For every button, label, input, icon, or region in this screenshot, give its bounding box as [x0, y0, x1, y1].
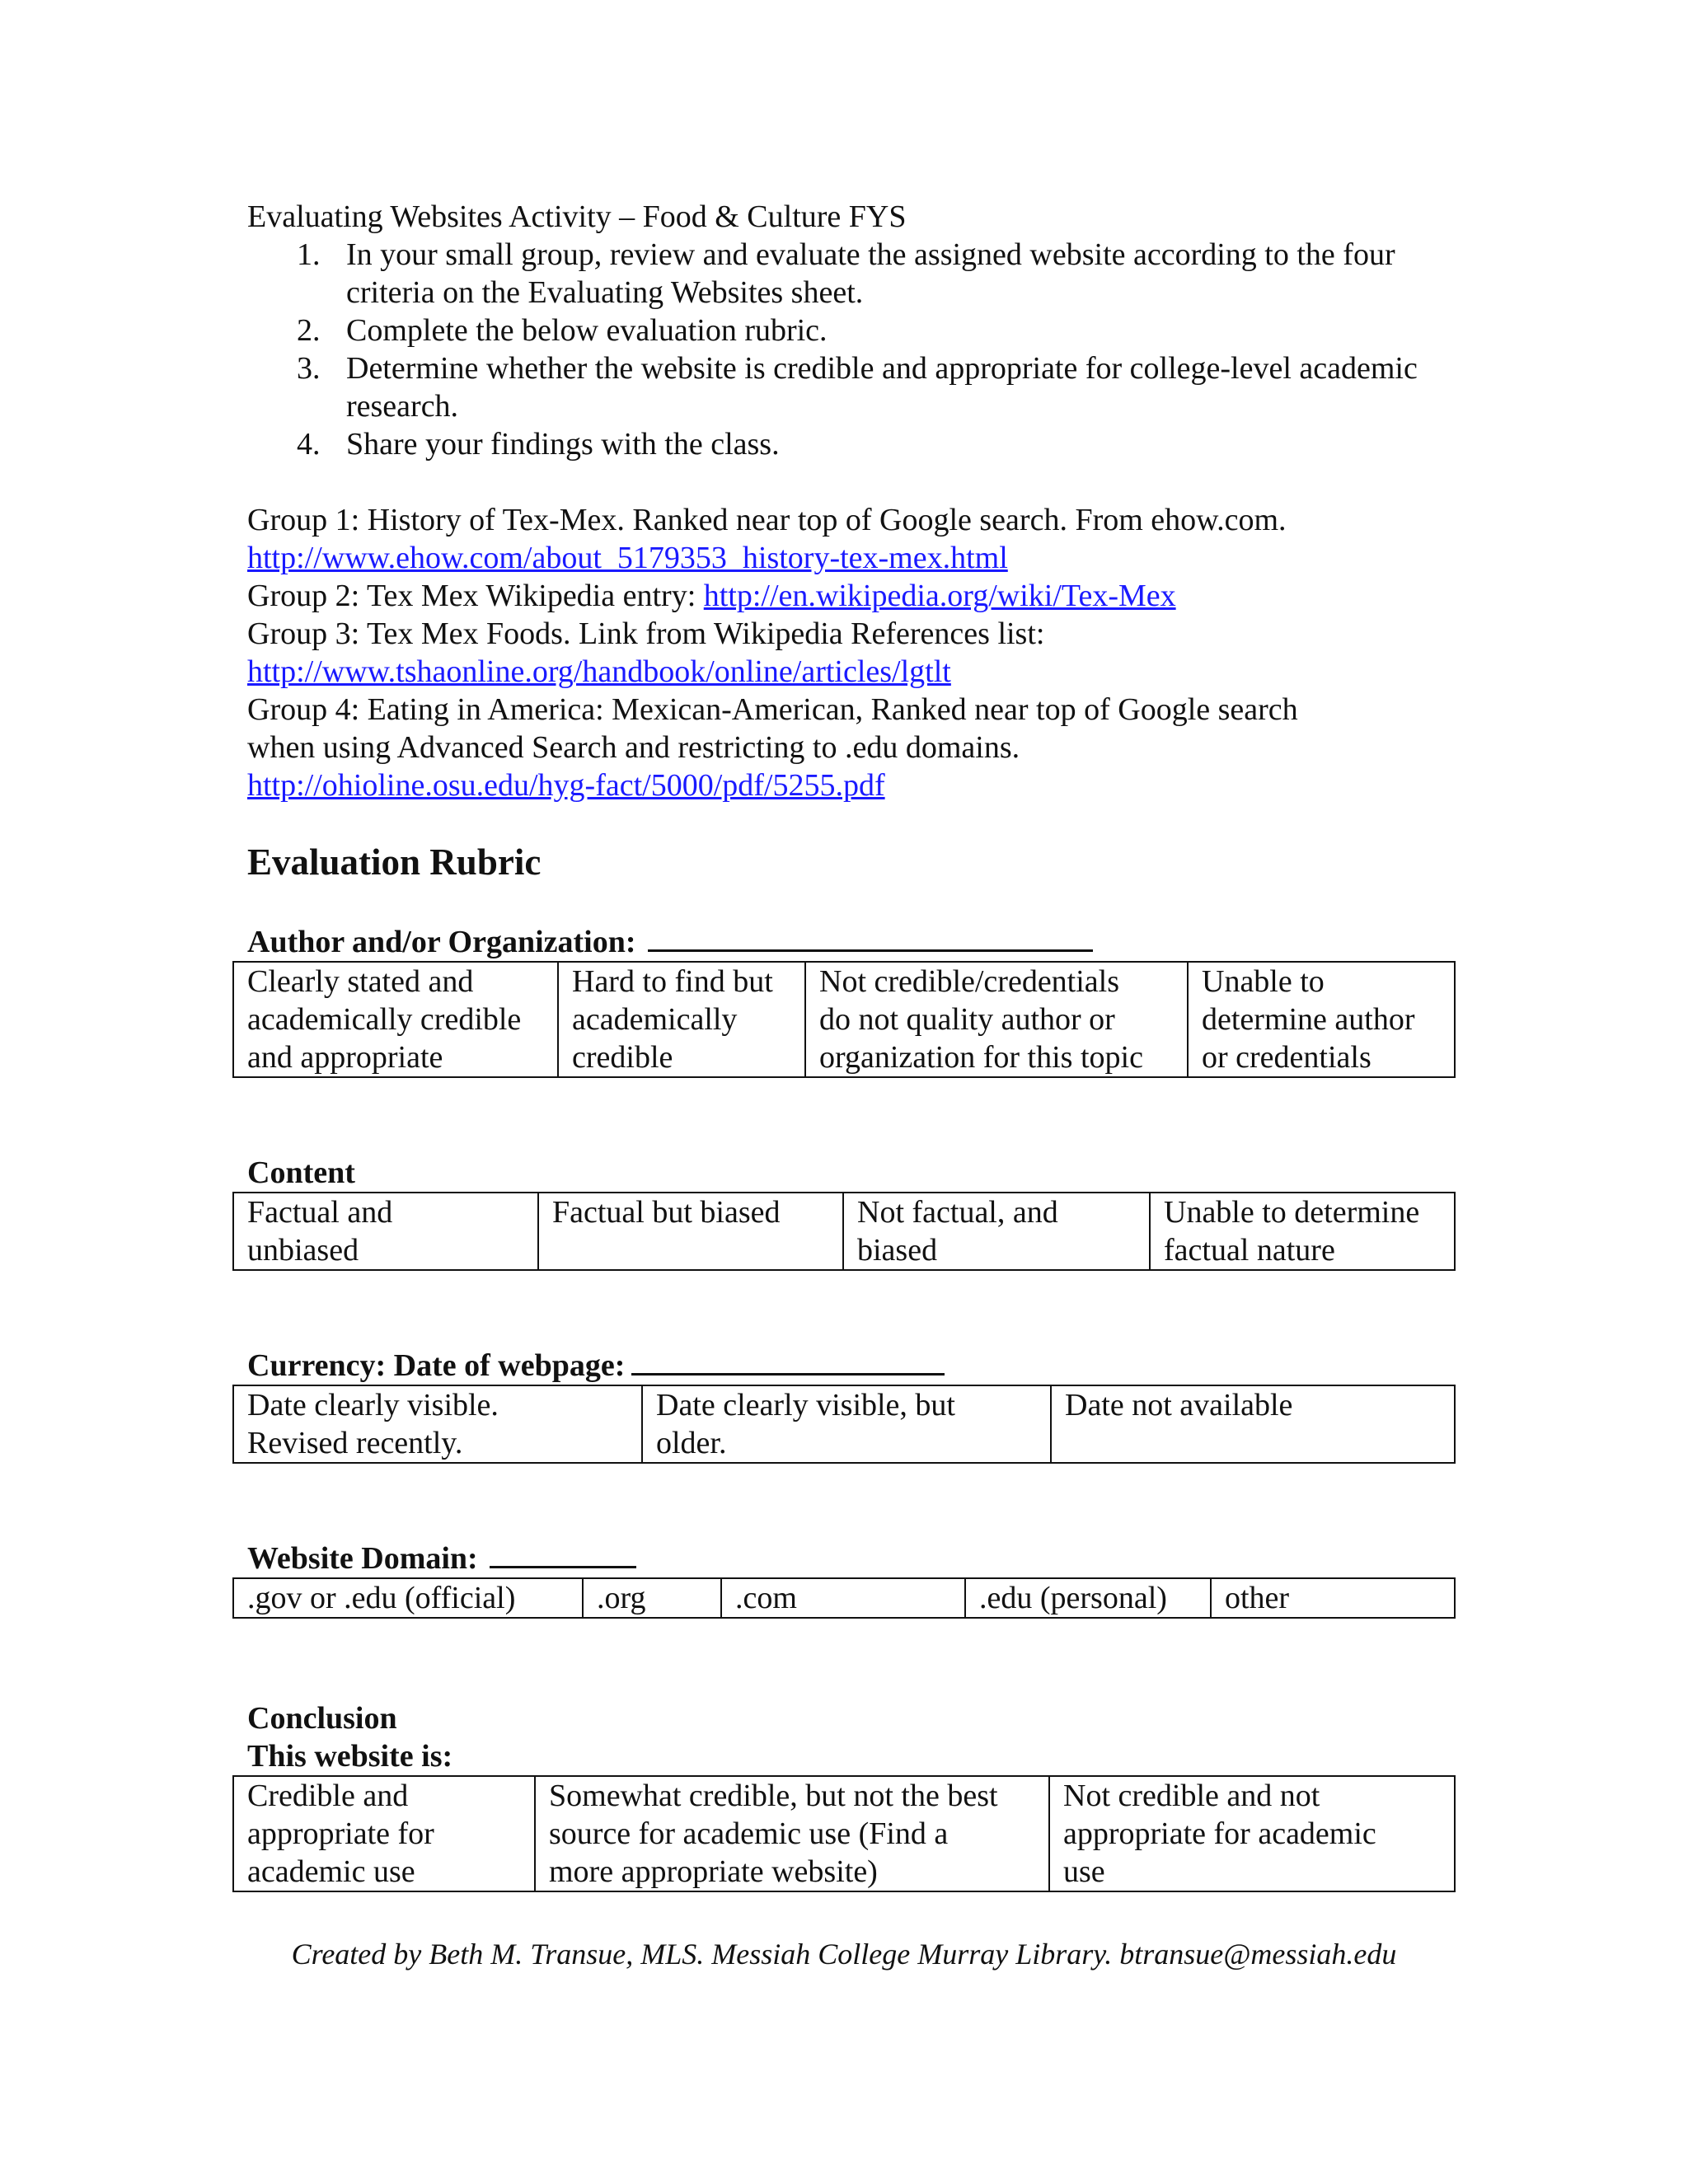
conclusion-cell-not-credible: Not credible and not appropriate for academic use [1049, 1776, 1455, 1891]
currency-cell-older: Date clearly visible, but older. [642, 1385, 1051, 1463]
content-cell-not-factual: Not factual, and biased [843, 1193, 1150, 1270]
author-label-row [247, 923, 1093, 961]
group-3-link[interactable]: http://www.tshaonline.org/handbook/online/articles/lgtlt [247, 654, 951, 689]
conclusion-rubric-table [232, 1775, 1456, 1892]
domain-label-row [247, 1540, 636, 1577]
group-assignments [247, 501, 1484, 804]
instruction-text: In your small group, review and evaluate the assigned website according to the four criteria on the Evaluating Websites sheet. [346, 237, 1395, 310]
conclusion-label: Conclusion [247, 1701, 397, 1736]
currency-label-row [247, 1347, 945, 1385]
group-4-description-line-1: Group 4: Eating in America: Mexican-American, Ranked near top of Google search [247, 692, 1298, 727]
document-title: Evaluating Websites Activity – Food & Culture FYS [247, 199, 907, 234]
content-cell-factual-biased: Factual but biased [538, 1193, 843, 1270]
group-4-link[interactable]: http://ohioline.osu.edu/hyg-fact/5000/pdf/5255.pdf [247, 768, 885, 803]
conclusion-cell-credible: Credible and appropriate for academic use [233, 1776, 535, 1891]
content-cell-factual-unbiased: Factual and unbiased [233, 1193, 538, 1270]
rubric-heading: Evaluation Rubric [247, 841, 542, 883]
domain-blank-line [490, 1541, 636, 1568]
group-4-description-line-2: when using Advanced Search and restricting to .edu domains. [247, 730, 1020, 765]
group-2-link[interactable]: http://en.wikipedia.org/wiki/Tex-Mex [703, 579, 1176, 613]
content-rubric-table [232, 1192, 1456, 1271]
author-cell-hard-to-find: Hard to find but academically credible [558, 962, 805, 1077]
instruction-item [247, 349, 1451, 425]
domain-cell-com: .com [721, 1578, 965, 1618]
domain-cell-org: .org [583, 1578, 721, 1618]
currency-label: Currency: Date of webpage: [247, 1348, 626, 1383]
author-cell-unable: Unable to determine author or credentials [1188, 962, 1455, 1077]
instruction-number: 2. [297, 313, 321, 348]
domain-label: Website Domain: [247, 1541, 478, 1576]
content-cell-unable: Unable to determine factual nature [1150, 1193, 1455, 1270]
author-label: Author and/or Organization: [247, 925, 636, 959]
domain-cell-other: other [1211, 1578, 1455, 1618]
group-1-description: Group 1: History of Tex-Mex. Ranked near top of Google search. From ehow.com. [247, 503, 1287, 537]
instruction-number: 4. [297, 427, 321, 462]
instruction-item [247, 312, 1451, 349]
instruction-text: Determine whether the website is credible and appropriate for college-level academic research. [346, 351, 1418, 424]
group-1-link[interactable]: http://www.ehow.com/about_5179353_history-tex-mex.html [247, 541, 1008, 575]
instruction-item [247, 425, 1451, 463]
author-cell-credible: Clearly stated and academically credible and appropriate [233, 962, 558, 1077]
instruction-number: 3. [297, 351, 321, 386]
author-cell-not-credible: Not credible/credentials do not quality author or organization for this topic [805, 962, 1188, 1077]
currency-rubric-table [232, 1385, 1456, 1464]
domain-cell-personal: .edu (personal) [965, 1578, 1211, 1618]
currency-cell-not-available: Date not available [1051, 1385, 1455, 1463]
instruction-number: 1. [297, 237, 321, 272]
author-blank-line [648, 925, 1093, 952]
instruction-list [247, 236, 1451, 463]
conclusion-sublabel: This website is: [247, 1739, 453, 1774]
domain-cell-official: .gov or .edu (official) [233, 1578, 583, 1618]
group-2-description: Group 2: Tex Mex Wikipedia entry: [247, 579, 704, 613]
domain-rubric-table [232, 1577, 1456, 1619]
content-label: Content [247, 1155, 355, 1190]
currency-cell-recent: Date clearly visible. Revised recently. [233, 1385, 642, 1463]
instruction-item [247, 236, 1451, 312]
instruction-text: Complete the below evaluation rubric. [346, 313, 828, 348]
group-3-description: Group 3: Tex Mex Foods. Link from Wikipedia References list: [247, 616, 1045, 651]
footer-credit: Created by Beth M. Transue, MLS. Messiah College Murray Library. btransue@messiah.edu [291, 1938, 1397, 1971]
instruction-text: Share your findings with the class. [346, 427, 780, 462]
author-rubric-table [232, 961, 1456, 1078]
currency-blank-line [631, 1348, 945, 1376]
conclusion-cell-somewhat: Somewhat credible, but not the best source for academic use (Find a more appropriate website) [535, 1776, 1049, 1891]
